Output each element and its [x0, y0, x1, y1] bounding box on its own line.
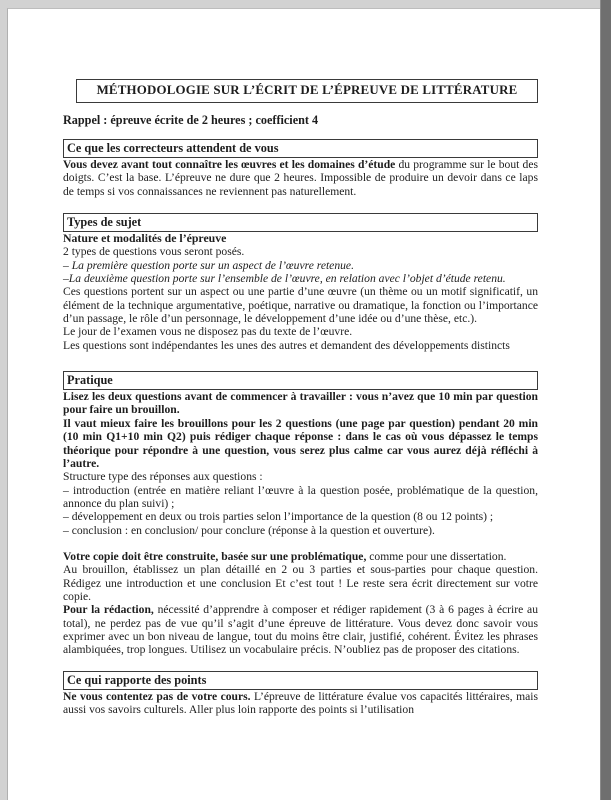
paragraph-lead: Votre copie doit être construite, basée sur une problématique,: [63, 549, 367, 563]
paragraph-pour-la-redaction: [63, 603, 538, 656]
section-heading-pratique: [63, 371, 538, 390]
paragraph-connaitre-oeuvres: [63, 158, 538, 198]
list-item-developpement: – développement en deux ou trois parties selon l’importance de la question (8 ou 12 points) ;: [63, 510, 494, 524]
document-title-box: [76, 79, 538, 103]
paragraph-lisez-questions: Lisez les deux questions avant de commencer à travailler : vous n’avez que 10 min par question pour faire un brouillon.: [63, 390, 538, 417]
paragraph-brouillons: Il vaut mieux faire les brouillons pour les 2 questions (une page par question) pendant 20 min (10 min Q1+10 min Q2) puis rédiger chaque réponse : dans le cas où vous dépassez le temps théorique pour répondre à une question, vous serez plus calme car vous aurez déjà réfléchi à l’autre.: [63, 416, 538, 470]
document-title: MÉTHODOLOGIE SUR L’ÉCRIT DE L’ÉPREUVE DE LITTÉRATURE: [96, 83, 518, 97]
section-heading-label: Ce qui rapporte des points: [67, 672, 207, 687]
paragraph-ne-vous-contentez: [63, 690, 538, 717]
paragraph-rest: du programme sur le bout des doigts. C’est la base. L’épreuve ne dure que 2 heures. Impossible de produire un devoir dans ce laps de temps si vos connaissances ne reviennent pas naturellement.: [63, 158, 538, 198]
paragraph-jour-examen: Le jour de l’examen vous ne disposez pas du texte de l’œuvre.: [63, 325, 353, 339]
paragraph-rest: L’épreuve de littérature évalue vos capacités littéraires, mais aussi vos savoirs culturels. Aller plus loin rapporte des points si l’utilisation: [63, 689, 539, 716]
paragraph-deux-types: 2 types de questions vous seront posés.: [63, 245, 245, 259]
subheading-nature-modalites: Nature et modalités de l’épreuve: [63, 231, 227, 246]
paragraph-lead: Ne vous contentez pas de votre cours.: [63, 689, 251, 703]
paragraph-rest: comme pour une dissertation.: [366, 549, 507, 563]
paragraph-copie-construite: [63, 550, 538, 563]
viewer-right-background: [600, 0, 611, 800]
section-heading-correcteurs: [63, 139, 538, 158]
list-item-introduction: – introduction (entrée en matière reliant l’œuvre à la question posée, problématique de la question, annonce du plan suivi) ;: [63, 483, 538, 510]
list-item-deuxieme-question: –La deuxième question porte sur l’ensemble de l’œuvre, en relation avec l’objet d’étude retenu.: [63, 272, 506, 286]
rappel-line: Rappel : épreuve écrite de 2 heures ; coefficient 4: [63, 113, 319, 127]
list-item-conclusion: – conclusion : en conclusion/ pour conclure (réponse à la question et ouverture).: [63, 523, 435, 537]
list-item-premiere-question: – La première question porte sur un aspect de l’œuvre retenue.: [63, 258, 354, 272]
section-heading-label: Types de sujet: [67, 215, 142, 230]
paragraph-ces-questions: Ces questions portent sur un aspect ou une partie d’une œuvre (un thème ou un motif significatif, un élément de la technique argumentative, poétique, narrative ou dramatique, la fonction ou l’importance d’un passage, le rôle d’un personnage, le développement d’une idée ou d’une thèse, etc.).: [63, 285, 538, 326]
paragraph-rest: nécessité d’apprendre à composer et rédiger rapidement (3 à 6 pages à écrire au total), ne perdez pas de vue qu’il s’agit d’une épreuve de littérature. Vous devez donc savoir vous exprimer avec un bon niveau de langue, tout du moins être clair, justifié, cohérent. Évitez les phrases alambiquées, trop longues. Utilisez un vocabulaire précis. N’oubliez pas de proposer des citations.: [63, 603, 538, 657]
paragraph-au-brouillon: Au brouillon, établissez un plan détaillé en 2 ou 3 parties et sous-parties pour chaque question. Rédigez une introduction et une conclusion Et c’est tout ! Le reste sera écrit directement sur votre copie.: [63, 563, 538, 603]
paragraph-lead: Pour la rédaction,: [63, 603, 154, 617]
paragraph-lead: Vous devez avant tout connaître les œuvres et les domaines d’étude: [63, 158, 396, 171]
section-heading-types-de-sujet: [63, 213, 538, 232]
document-page: [7, 8, 601, 800]
paragraph-structure-type: Structure type des réponses aux questions :: [63, 470, 263, 484]
section-heading-rapporte-points: [63, 671, 538, 690]
section-heading-label: Pratique: [67, 373, 113, 388]
paragraph-questions-independantes: Les questions sont indépendantes les unes des autres et demandent des développements distincts: [63, 338, 510, 352]
section-heading-label: Ce que les correcteurs attendent de vous: [67, 141, 279, 155]
